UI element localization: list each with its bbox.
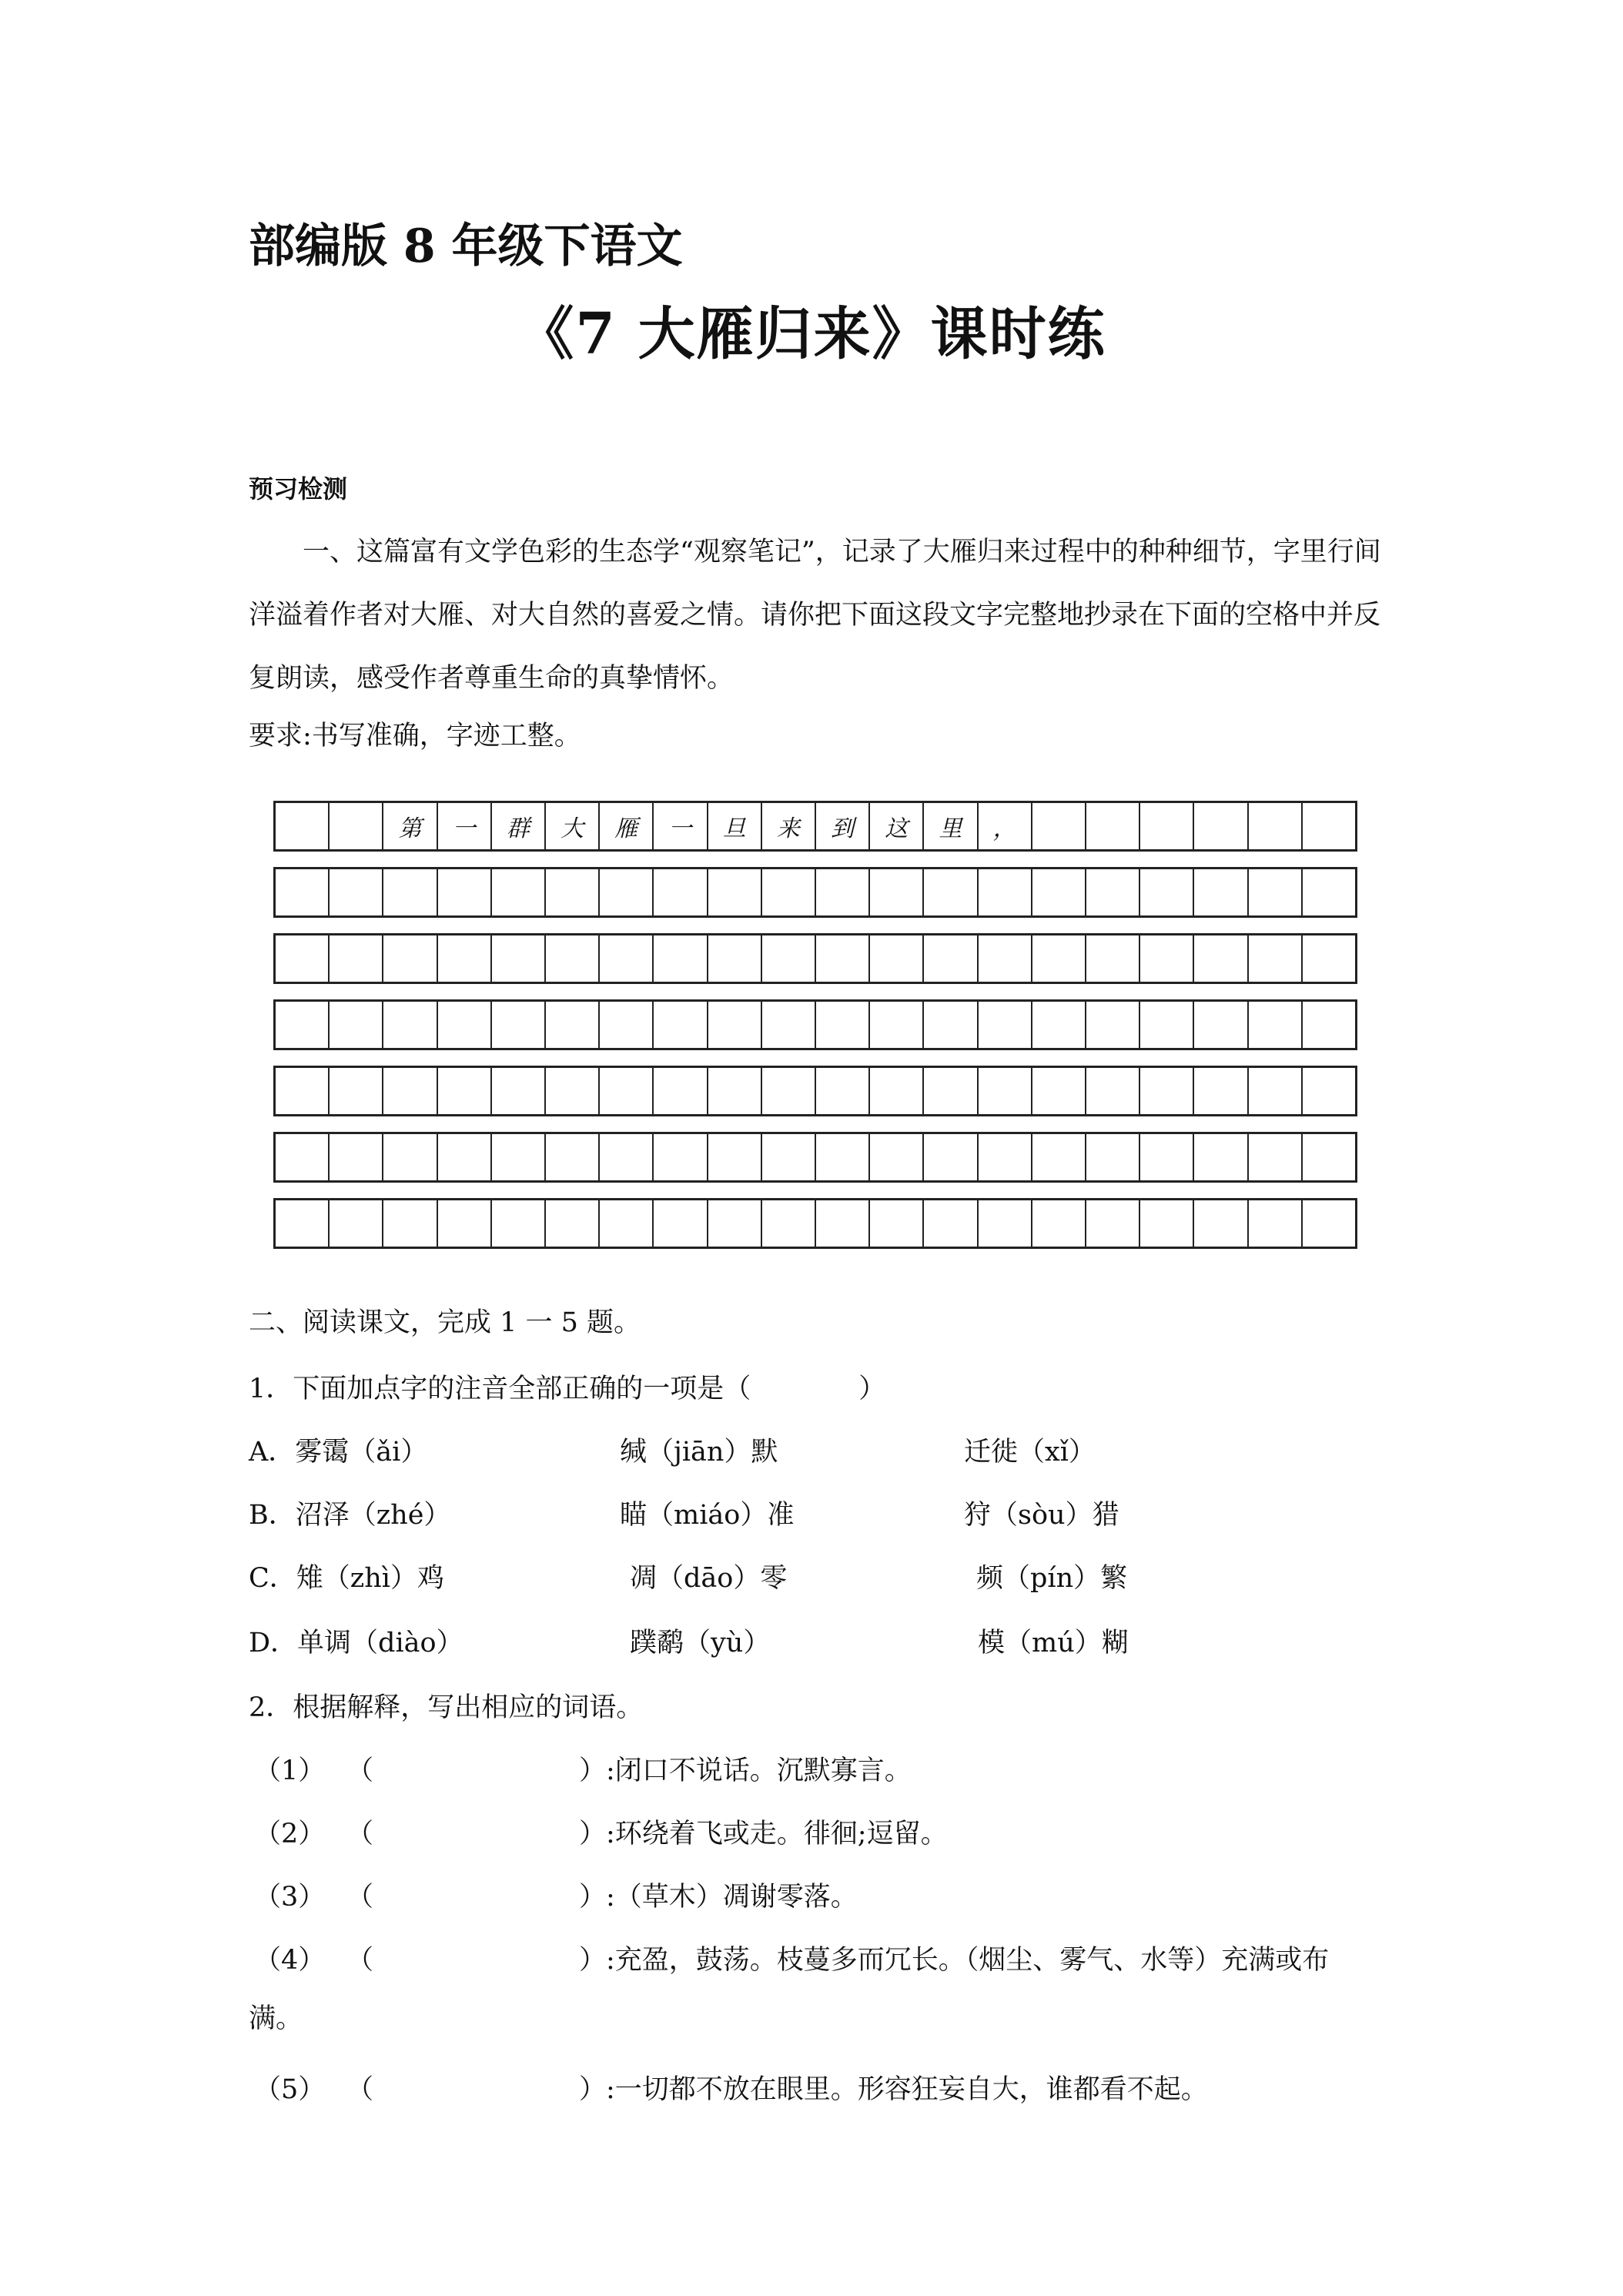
grid-cell[interactable] (1086, 1068, 1140, 1114)
grid-cell[interactable] (1249, 869, 1303, 915)
grid-row (273, 1132, 1357, 1183)
answer-blank-open[interactable]: （ (346, 2074, 374, 2105)
grid-cell[interactable] (600, 1134, 654, 1180)
grid-cell[interactable] (924, 1002, 978, 1048)
grid-cell[interactable] (1303, 869, 1357, 915)
grid-cell[interactable] (979, 1200, 1032, 1247)
grid-cell[interactable] (492, 1134, 546, 1180)
answer-blank-open[interactable]: （ (346, 1882, 374, 1913)
grid-cell[interactable] (816, 935, 870, 982)
grid-cell[interactable] (1249, 935, 1303, 982)
grid-cell[interactable] (762, 869, 816, 915)
definition-continuation: 满。 (249, 2003, 303, 2034)
grid-cell[interactable] (816, 1200, 870, 1247)
grid-cell[interactable] (924, 1068, 978, 1114)
grid-cell[interactable] (492, 869, 546, 915)
option-c-col1[interactable]: C．雉（zhì）鸡 (249, 1563, 444, 1594)
grid-cell[interactable] (1032, 869, 1086, 915)
grid-cell[interactable] (762, 1002, 816, 1048)
option-b-col1[interactable]: B．沼泽（zhé） (249, 1500, 451, 1531)
definition-text: ）:环绕着飞或走。徘徊;逗留。 (579, 1819, 948, 1849)
grid-cell[interactable]: ， (979, 803, 1032, 849)
grid-cell[interactable] (383, 1200, 437, 1247)
grid-cell[interactable] (708, 1068, 762, 1114)
grid-cell[interactable] (330, 1002, 383, 1048)
definition-number: （2） (254, 1819, 326, 1849)
question-1-stem: 1．下面加点字的注音全部正确的一项是（ ） (249, 1374, 886, 1404)
grid-cell[interactable] (1303, 1134, 1357, 1180)
grid-cell[interactable] (708, 1002, 762, 1048)
grid-cell[interactable] (546, 1134, 600, 1180)
grid-cell[interactable] (979, 935, 1032, 982)
grid-cell[interactable] (816, 1002, 870, 1048)
grid-cell[interactable] (1140, 1002, 1194, 1048)
grid-cell[interactable] (870, 1068, 924, 1114)
answer-blank-open[interactable]: （ (346, 1945, 374, 1976)
grid-cell[interactable] (1140, 803, 1194, 849)
grid-cell[interactable] (1086, 1002, 1140, 1048)
grid-cell[interactable] (600, 869, 654, 915)
grid-cell[interactable] (708, 935, 762, 982)
grid-cell[interactable] (1249, 1002, 1303, 1048)
grid-cell[interactable] (924, 869, 978, 915)
section-heading: 预习检测 (249, 474, 348, 504)
grid-cell[interactable] (762, 935, 816, 982)
grid-cell[interactable] (438, 1134, 492, 1180)
grid-cell[interactable] (654, 1200, 708, 1247)
grid-cell[interactable] (1086, 935, 1140, 982)
option-c-col3: 频（pín）繁 (976, 1563, 1128, 1594)
grid-cell[interactable] (1086, 869, 1140, 915)
grid-cell[interactable] (1140, 1200, 1194, 1247)
grid-row (273, 1198, 1357, 1249)
grid-cell[interactable] (708, 1200, 762, 1247)
option-a-col2: 缄（jiān）默 (620, 1437, 778, 1468)
grid-cell[interactable] (330, 803, 383, 849)
grid-cell[interactable] (816, 1134, 870, 1180)
grid-cell[interactable] (762, 1200, 816, 1247)
grid-row (273, 1066, 1357, 1116)
grid-cell[interactable] (979, 1068, 1032, 1114)
grid-cell[interactable] (492, 1068, 546, 1114)
grid-cell[interactable] (979, 869, 1032, 915)
grid-cell[interactable] (1140, 869, 1194, 915)
grid-cell[interactable] (438, 1068, 492, 1114)
grid-cell[interactable] (979, 1134, 1032, 1180)
option-c-col2: 凋（dāo）零 (630, 1563, 788, 1594)
definition-text: ）:（草木）凋谢零落。 (579, 1882, 858, 1913)
grid-cell[interactable]: 第 (383, 803, 437, 849)
grid-cell[interactable] (1032, 1134, 1086, 1180)
grid-cell[interactable] (816, 1068, 870, 1114)
definition-text: ）:一切都不放在眼里。形容狂妄自大，谁都看不起。 (579, 2074, 1208, 2105)
option-b-col2: 瞄（miáo）准 (620, 1500, 795, 1531)
option-a-col1[interactable]: A．雾霭（ǎi） (249, 1437, 428, 1468)
grid-cell[interactable]: 到 (816, 803, 870, 849)
option-a-col3: 迁徙（xǐ） (964, 1437, 1096, 1468)
grid-cell[interactable] (1194, 1002, 1248, 1048)
grid-cell[interactable] (870, 1002, 924, 1048)
grid-cell[interactable] (1194, 935, 1248, 982)
grid-cell[interactable] (1249, 1068, 1303, 1114)
grid-cell[interactable] (1303, 1068, 1357, 1114)
definition-text: ）:充盈，鼓荡。枝蔓多而冗长。（烟尘、雾气、水等）充满或布 (579, 1945, 1330, 1976)
definition-text: ）:闭口不说话。沉默寡言。 (579, 1755, 912, 1786)
definition-number: （4） (254, 1945, 326, 1976)
grid-cell[interactable] (1032, 935, 1086, 982)
grid-cell[interactable] (1249, 1134, 1303, 1180)
grid-cell[interactable]: 大 (546, 803, 600, 849)
grid-cell[interactable] (1303, 935, 1357, 982)
definition-number: （5） (254, 2074, 326, 2105)
grid-cell[interactable] (276, 1134, 330, 1180)
grid-cell[interactable] (870, 869, 924, 915)
grid-cell[interactable] (1032, 1002, 1086, 1048)
grid-cell[interactable] (1303, 1002, 1357, 1048)
grid-cell[interactable] (546, 1068, 600, 1114)
grid-cell[interactable] (330, 1200, 383, 1247)
answer-blank-open[interactable]: （ (346, 1755, 374, 1786)
option-d-col3: 模（mú）糊 (978, 1628, 1129, 1658)
grid-cell[interactable] (1194, 1134, 1248, 1180)
grid-cell[interactable] (546, 869, 600, 915)
grid-cell[interactable] (1032, 1200, 1086, 1247)
grid-cell[interactable]: 这 (870, 803, 924, 849)
grid-cell[interactable] (654, 1068, 708, 1114)
grid-cell[interactable] (492, 1002, 546, 1048)
grid-cell[interactable] (924, 1200, 978, 1247)
grid-cell[interactable] (276, 1002, 330, 1048)
grid-cell[interactable] (546, 935, 600, 982)
grid-cell[interactable]: 群 (492, 803, 546, 849)
grid-cell[interactable] (1303, 803, 1357, 849)
grid-cell[interactable] (708, 1134, 762, 1180)
grid-cell[interactable] (546, 1200, 600, 1247)
grid-row (273, 933, 1357, 984)
grid-cell[interactable] (1303, 1200, 1357, 1247)
grid-cell[interactable]: 来 (762, 803, 816, 849)
grid-cell[interactable] (492, 1200, 546, 1247)
grid-cell[interactable] (1086, 1200, 1140, 1247)
grid-cell[interactable] (276, 935, 330, 982)
option-d-col2: 蹼鹬（yù） (630, 1628, 771, 1658)
grid-cell[interactable] (654, 935, 708, 982)
grid-cell[interactable] (492, 935, 546, 982)
answer-blank-open[interactable]: （ (346, 1819, 374, 1849)
grid-cell[interactable] (330, 869, 383, 915)
grid-cell[interactable] (276, 1200, 330, 1247)
part1-instructions: 一、这篇富有文学色彩的生态学“观察笔记”，记录了大雁归来过程中的种种细节，字里行间洋溢着作者对大雁、对大自然的喜爱之情。请你把下面这段文字完整地抄录在下面的空格中并反复朗读，感受作者尊重生命的真挚情怀。 (249, 537, 1381, 694)
grid-cell[interactable] (979, 1002, 1032, 1048)
grid-row (273, 999, 1357, 1050)
grid-cell[interactable] (383, 869, 437, 915)
grid-cell[interactable] (1086, 803, 1140, 849)
grid-cell[interactable] (1032, 803, 1086, 849)
grid-cell[interactable] (276, 869, 330, 915)
grid-cell[interactable] (654, 1134, 708, 1180)
grid-cell[interactable] (1140, 1134, 1194, 1180)
grid-cell[interactable] (816, 869, 870, 915)
grid-cell[interactable] (1194, 803, 1248, 849)
grid-cell[interactable]: 一 (438, 803, 492, 849)
grid-cell[interactable]: 一 (654, 803, 708, 849)
grid-cell[interactable] (1194, 1200, 1248, 1247)
grid-cell[interactable] (438, 935, 492, 982)
grid-cell[interactable] (438, 1200, 492, 1247)
grid-cell[interactable] (600, 1068, 654, 1114)
grid-row (273, 801, 1357, 852)
grid-cell[interactable] (600, 935, 654, 982)
question-2-stem: 2．根据解释，写出相应的词语。 (249, 1692, 644, 1723)
grid-cell[interactable]: 雁 (600, 803, 654, 849)
grid-cell[interactable] (546, 1002, 600, 1048)
grid-cell[interactable] (1249, 1200, 1303, 1247)
grid-cell[interactable] (276, 1068, 330, 1114)
grid-cell[interactable] (924, 935, 978, 982)
grid-cell[interactable] (330, 1068, 383, 1114)
grid-cell[interactable] (1086, 1134, 1140, 1180)
grid-cell[interactable] (600, 1200, 654, 1247)
grid-cell[interactable] (438, 1002, 492, 1048)
page-title: 《7 大雁归来》课时练 (517, 301, 1106, 367)
grid-cell[interactable] (870, 935, 924, 982)
grid-row (273, 867, 1357, 918)
grid-cell[interactable] (1249, 803, 1303, 849)
definition-number: （3） (254, 1882, 326, 1913)
definition-number: （1） (254, 1755, 326, 1786)
grid-cell[interactable] (870, 1134, 924, 1180)
grid-cell[interactable] (276, 803, 330, 849)
option-b-col3: 狩（sòu）猎 (964, 1500, 1119, 1531)
grid-cell[interactable] (438, 869, 492, 915)
grid-cell[interactable] (383, 935, 437, 982)
grid-cell[interactable] (383, 1002, 437, 1048)
grid-cell[interactable] (1194, 1068, 1248, 1114)
grid-cell[interactable] (1140, 935, 1194, 982)
grid-cell[interactable] (1194, 869, 1248, 915)
grid-cell[interactable] (762, 1068, 816, 1114)
part1-requirement: 要求:书写准确，字迹工整。 (249, 721, 581, 751)
grid-cell[interactable]: 旦 (708, 803, 762, 849)
grid-cell[interactable] (1032, 1068, 1086, 1114)
grid-cell[interactable] (600, 1002, 654, 1048)
grid-cell[interactable] (870, 1200, 924, 1247)
grid-cell[interactable] (654, 1002, 708, 1048)
grid-cell[interactable] (330, 935, 383, 982)
grid-cell[interactable] (383, 1068, 437, 1114)
part2-title: 二、阅读课文，完成 1 一 5 题。 (249, 1307, 641, 1338)
grid-cell[interactable] (762, 1134, 816, 1180)
grid-cell[interactable] (1140, 1068, 1194, 1114)
grid-cell[interactable] (383, 1134, 437, 1180)
option-d-col1[interactable]: D．单调（diào） (249, 1628, 463, 1658)
worksheet-header: 部编版 8 年级下语文 (249, 219, 683, 273)
grid-cell[interactable] (330, 1134, 383, 1180)
grid-cell[interactable] (654, 869, 708, 915)
copy-writing-grid (273, 801, 1357, 1264)
grid-cell[interactable] (924, 1134, 978, 1180)
grid-cell[interactable] (708, 869, 762, 915)
grid-cell[interactable]: 里 (924, 803, 978, 849)
